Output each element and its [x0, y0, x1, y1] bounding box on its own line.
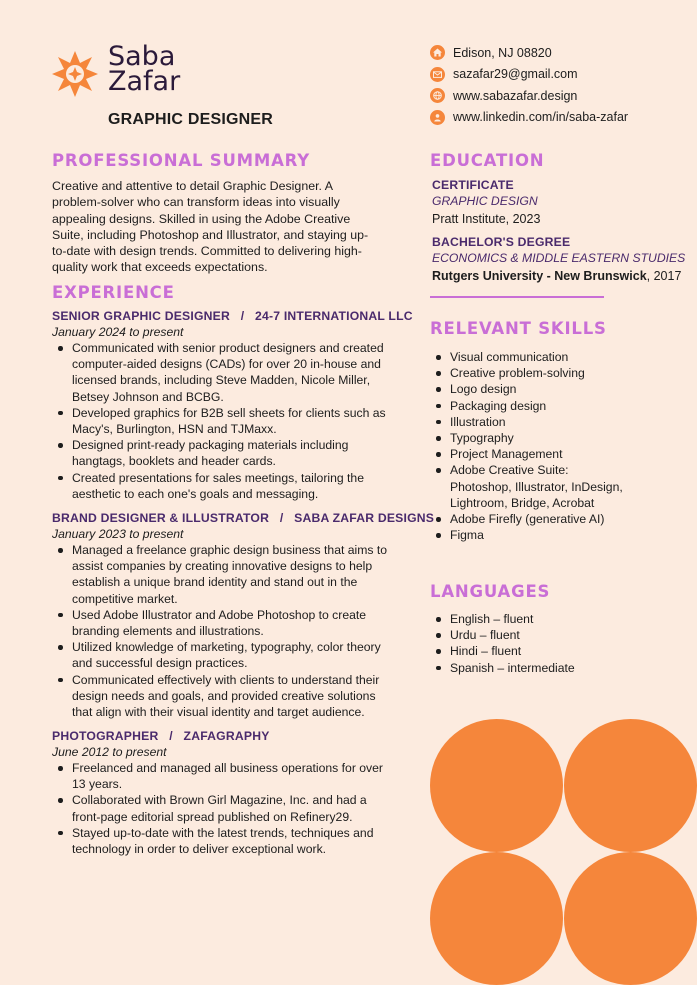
last-name: Zafar: [108, 66, 181, 97]
education-heading: EDUCATION: [430, 151, 545, 170]
job-bullets: [52, 340, 392, 502]
list-item: English – fluent: [450, 611, 650, 627]
list-item: Utilized knowledge of marketing, typography, color theory and successful design practices.: [72, 639, 392, 671]
list-item: Freelanced and managed all business operations for over 13 years.: [72, 760, 392, 792]
decorative-circle: [430, 852, 563, 985]
job-entry: [52, 309, 413, 502]
job-title: SENIOR GRAPHIC DESIGNER / 24-7 INTERNATIONAL LLC: [52, 309, 413, 323]
job-title: BRAND DESIGNER & ILLUSTRATOR / SABA ZAFAR DESIGNS: [52, 511, 435, 525]
contact-linkedin[interactable]: www.linkedin.com/in/saba-zafar: [430, 107, 690, 129]
list-item: Hindi – fluent: [450, 643, 650, 659]
summary-heading: PROFESSIONAL SUMMARY: [52, 151, 311, 170]
languages-list: [430, 611, 650, 676]
education-entry: [432, 235, 694, 283]
education-school: Rutgers University - New Brunswick, 2017: [432, 269, 682, 283]
job-role-title: GRAPHIC DESIGNER: [108, 111, 273, 128]
list-item: Used Adobe Illustrator and Adobe Photoshop to create branding elements and illustrations.: [72, 607, 392, 639]
list-item: Communicated with senior product designers and created computer-aided designs (CADs) for over 20 in-house and licensed brands, including Steve Madden, Nicole Miller, Betsey Johnson and BCBG.: [72, 340, 392, 405]
education-degree: CERTIFICATE: [432, 178, 514, 192]
contact-email[interactable]: sazafar29@gmail.com: [430, 64, 690, 86]
list-item: Designed print-ready packaging materials including hangtags, booklets and header cards.: [72, 437, 392, 469]
job-date: January 2024 to present: [52, 325, 184, 339]
skills-list: [430, 349, 630, 543]
list-item: Urdu – fluent: [450, 627, 650, 643]
person-icon: [430, 110, 445, 125]
list-item: Logo design: [450, 381, 630, 397]
job-bullets: [52, 760, 392, 857]
job-entry: [52, 729, 392, 857]
list-item: Figma: [450, 527, 630, 543]
home-icon: [430, 45, 445, 60]
contact-block: [430, 42, 690, 128]
decorative-circle: [564, 852, 697, 985]
list-item: Visual communication: [450, 349, 630, 365]
section-divider: [430, 296, 604, 298]
decorative-circle: [564, 719, 697, 852]
education-degree: BACHELOR'S DEGREE: [432, 235, 571, 249]
job-title: PHOTOGRAPHER / ZAFAGRAPHY: [52, 729, 270, 743]
list-item: Packaging design: [450, 398, 630, 414]
job-bullets: [52, 542, 392, 720]
skills-heading: RELEVANT SKILLS: [430, 319, 607, 338]
summary-text: Creative and attentive to detail Graphic Designer. A problem-solver who can transform ideas into visually appealing designs. Skilled in using the Adobe Creative Suite, including Photoshop and Illustrator, and staying up-to-date with design trends. Committed to delivering high-quality work that exceeds expectations.: [52, 179, 369, 275]
globe-icon: [430, 88, 445, 103]
list-item: Project Management: [450, 446, 630, 462]
list-item: Illustration: [450, 414, 630, 430]
logo-star-icon: [52, 51, 98, 97]
list-item: Communicated effectively with clients to understand their design needs and goals, and provided creative solutions that align with their visual identity and target audience.: [72, 672, 392, 721]
education-school: Pratt Institute, 2023: [432, 212, 541, 226]
list-item: Creative problem-solving: [450, 365, 630, 381]
list-item: Managed a freelance graphic design business that aims to assist companies by creating innovative designs to help establish a unique brand identity and stand out in the competitive market.: [72, 542, 392, 607]
job-date: January 2023 to present: [52, 527, 184, 541]
job-date: June 2012 to present: [52, 745, 167, 759]
decorative-circle: [430, 719, 563, 852]
contact-address: Edison, NJ 08820: [430, 42, 690, 64]
job-entry: [52, 511, 435, 720]
list-item: Spanish – intermediate: [450, 660, 650, 676]
languages-heading: LANGUAGES: [430, 582, 551, 601]
list-item: Adobe Creative Suite: Photoshop, Illustrator, InDesign, Lightroom, Bridge, Acrobat: [450, 462, 630, 511]
mail-icon: [430, 67, 445, 82]
education-field: GRAPHIC DESIGN: [432, 194, 538, 208]
list-item: Created presentations for sales meetings, tailoring the aesthetic to each one's goals and messaging.: [72, 470, 392, 502]
list-item: Stayed up-to-date with the latest trends, techniques and technology in order to deliver exceptional work.: [72, 825, 392, 857]
list-item: Collaborated with Brown Girl Magazine, Inc. and had a front-page editorial spread published on Refinery29.: [72, 792, 392, 824]
education-entry: [432, 178, 694, 226]
experience-heading: EXPERIENCE: [52, 283, 175, 302]
list-item: Adobe Firefly (generative AI): [450, 511, 630, 527]
candidate-name: [108, 41, 181, 97]
education-field: ECONOMICS & MIDDLE EASTERN STUDIES: [432, 251, 686, 265]
list-item: Typography: [450, 430, 630, 446]
contact-website[interactable]: www.sabazafar.design: [430, 85, 690, 107]
list-item: Developed graphics for B2B sell sheets for clients such as Macy's, Burlington, HSN and TJMaxx.: [72, 405, 392, 437]
first-name: Saba: [108, 41, 176, 72]
